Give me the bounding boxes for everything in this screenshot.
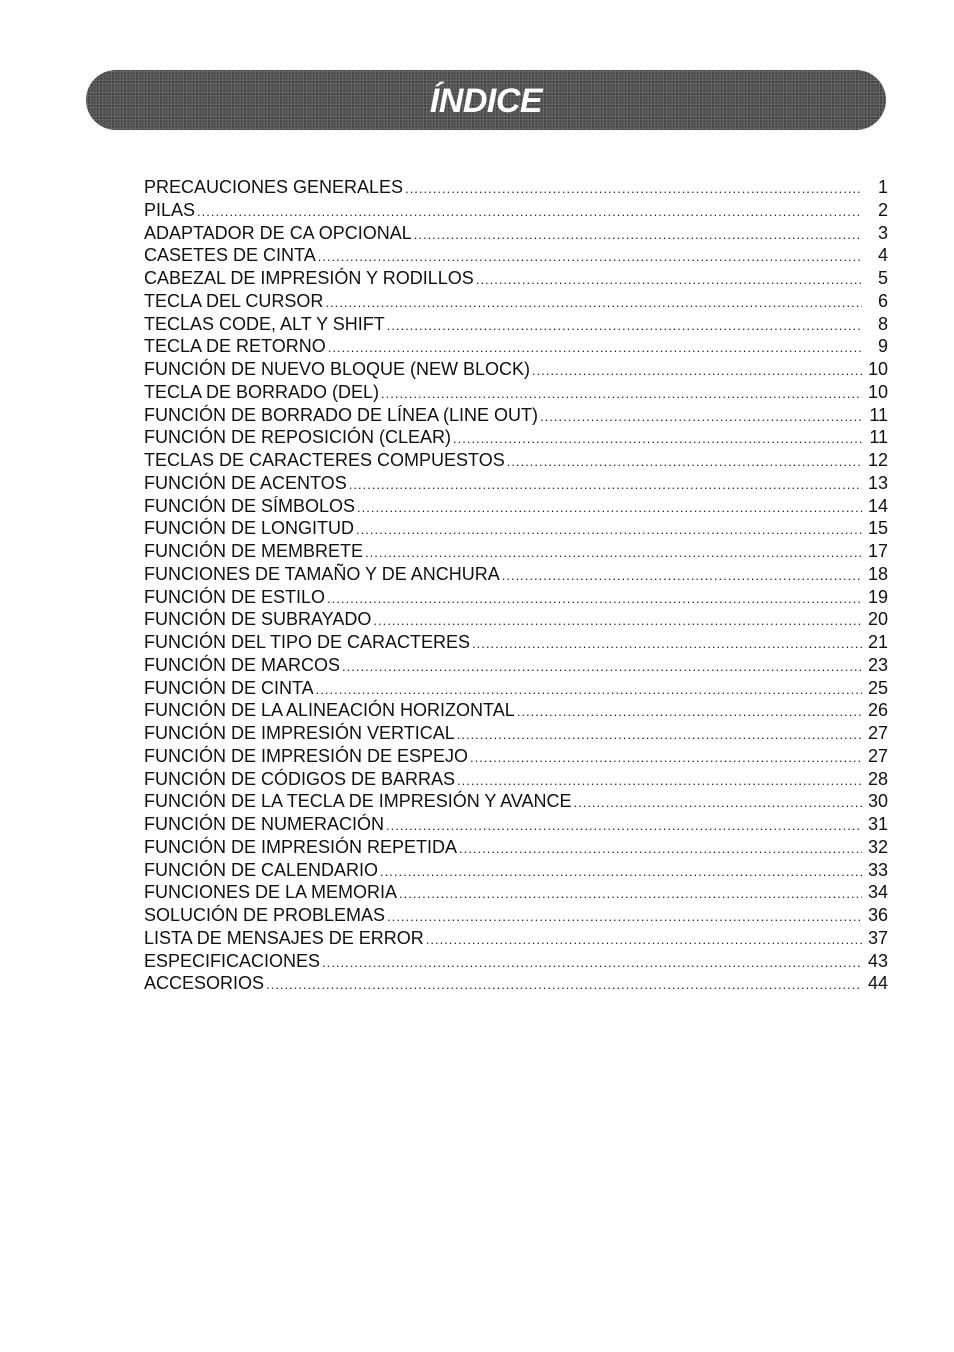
dot-leader bbox=[328, 337, 862, 360]
toc-entry-label: FUNCIÓN DE NUEVO BLOQUE (NEW BLOCK) bbox=[144, 359, 531, 379]
toc-entry-label: FUNCIÓN DE LONGITUD bbox=[144, 518, 355, 539]
table-of-contents bbox=[144, 176, 888, 995]
toc-entry bbox=[144, 426, 888, 449]
toc-entry bbox=[144, 881, 888, 904]
toc-entry-page-number: 1 bbox=[877, 177, 888, 197]
toc-entry-page-number: 30 bbox=[867, 791, 888, 812]
dot-leader bbox=[517, 701, 862, 724]
toc-entry-label: FUNCIÓN DEL TIPO DE CARACTERES bbox=[144, 632, 471, 652]
toc-entry-page-number: 28 bbox=[867, 768, 888, 789]
toc-entry-page-number: 43 bbox=[867, 950, 888, 971]
toc-entry-page-number: 6 bbox=[877, 290, 888, 311]
dot-leader bbox=[197, 201, 862, 224]
toc-entry-page-number: 27 bbox=[867, 723, 888, 743]
toc-entry-page-number: 13 bbox=[867, 472, 888, 493]
toc-entry bbox=[144, 836, 888, 859]
toc-entry-page-number: 11 bbox=[869, 427, 888, 448]
dot-leader bbox=[470, 747, 862, 770]
toc-entry-page-number: 37 bbox=[867, 927, 888, 948]
dot-leader bbox=[365, 542, 862, 565]
dot-leader bbox=[399, 883, 862, 906]
toc-entry bbox=[144, 790, 888, 813]
toc-entry bbox=[144, 244, 888, 267]
toc-entry bbox=[144, 472, 888, 495]
toc-entry bbox=[144, 222, 888, 245]
toc-entry-page-number: 27 bbox=[867, 745, 888, 766]
toc-entry-page-number: 31 bbox=[867, 814, 888, 834]
toc-entry-page-number: 3 bbox=[877, 222, 888, 243]
toc-entry-page-number: 19 bbox=[867, 586, 888, 607]
toc-entry-label: FUNCIÓN DE IMPRESIÓN VERTICAL bbox=[144, 723, 455, 743]
toc-entry-label: FUNCIÓN DE LA TECLA DE IMPRESIÓN Y AVANCE bbox=[144, 791, 572, 812]
dot-leader bbox=[380, 861, 862, 884]
toc-entry-label: FUNCIÓN DE ACENTOS bbox=[144, 472, 347, 493]
toc-entry-page-number: 18 bbox=[867, 563, 888, 584]
dot-leader bbox=[316, 679, 862, 702]
toc-entry-page-number: 23 bbox=[867, 654, 888, 675]
toc-entry bbox=[144, 358, 888, 381]
dot-leader bbox=[426, 929, 862, 952]
toc-entry bbox=[144, 904, 888, 927]
toc-entry-page-number: 10 bbox=[867, 381, 888, 402]
toc-entry-label: ESPECIFICACIONES bbox=[144, 950, 321, 971]
toc-entry-label: TECLA DEL CURSOR bbox=[144, 290, 324, 311]
dot-leader bbox=[373, 610, 862, 633]
dot-leader bbox=[457, 770, 862, 793]
toc-entry bbox=[144, 722, 888, 745]
toc-entry-label: FUNCIÓN DE MARCOS bbox=[144, 654, 341, 675]
toc-entry-label: FUNCIONES DE TAMAÑO Y DE ANCHURA bbox=[144, 563, 500, 584]
toc-entry-page-number: 36 bbox=[867, 905, 888, 925]
toc-entry bbox=[144, 313, 888, 336]
toc-entry-label: TECLAS DE CARACTERES COMPUESTOS bbox=[144, 450, 505, 470]
toc-entry bbox=[144, 972, 888, 995]
toc-entry-label: PILAS bbox=[144, 199, 196, 220]
dot-leader bbox=[325, 292, 862, 315]
toc-entry bbox=[144, 927, 888, 950]
toc-entry-label: FUNCIÓN DE MEMBRETE bbox=[144, 541, 364, 561]
toc-entry-label: FUNCIONES DE LA MEMORIA bbox=[144, 882, 398, 903]
toc-entry-label: FUNCIÓN DE ESTILO bbox=[144, 586, 326, 607]
toc-entry-label: CASETES DE CINTA bbox=[144, 245, 316, 266]
toc-entry bbox=[144, 745, 888, 768]
toc-entry-label: FUNCIÓN DE CÓDIGOS DE BARRAS bbox=[144, 768, 456, 789]
toc-entry bbox=[144, 495, 888, 518]
toc-entry-page-number: 21 bbox=[867, 632, 888, 652]
toc-entry-page-number: 26 bbox=[867, 700, 888, 721]
toc-entry bbox=[144, 540, 888, 563]
toc-entry bbox=[144, 267, 888, 290]
dot-leader bbox=[502, 565, 862, 588]
dot-leader bbox=[540, 406, 862, 429]
toc-entry-label: SOLUCIÓN DE PROBLEMAS bbox=[144, 905, 386, 925]
toc-entry-page-number: 4 bbox=[877, 245, 888, 266]
toc-entry-label: FUNCIÓN DE IMPRESIÓN DE ESPEJO bbox=[144, 745, 469, 766]
dot-leader bbox=[387, 315, 862, 338]
toc-entry-label: ADAPTADOR DE CA OPCIONAL bbox=[144, 222, 412, 243]
dot-leader bbox=[459, 838, 862, 861]
toc-entry bbox=[144, 404, 888, 427]
dot-leader bbox=[476, 269, 862, 292]
toc-entry bbox=[144, 176, 888, 199]
toc-entry-page-number: 33 bbox=[867, 859, 888, 880]
dot-leader bbox=[573, 792, 862, 815]
toc-entry-label: FUNCIÓN DE CINTA bbox=[144, 677, 314, 698]
toc-entry bbox=[144, 335, 888, 358]
toc-entry bbox=[144, 654, 888, 677]
toc-entry bbox=[144, 381, 888, 404]
dot-leader bbox=[386, 815, 862, 838]
index-header-banner bbox=[86, 70, 886, 130]
toc-entry-page-number: 12 bbox=[867, 450, 888, 470]
toc-entry bbox=[144, 199, 888, 222]
dot-leader bbox=[318, 246, 862, 269]
toc-entry-page-number: 15 bbox=[867, 518, 888, 539]
dot-leader bbox=[349, 474, 862, 497]
dot-leader bbox=[387, 906, 862, 929]
toc-entry-label: FUNCIÓN DE REPOSICIÓN (CLEAR) bbox=[144, 427, 452, 448]
toc-entry-label: FUNCIÓN DE NUMERACIÓN bbox=[144, 814, 385, 834]
dot-leader bbox=[342, 656, 862, 679]
dot-leader bbox=[457, 724, 862, 747]
dot-leader bbox=[532, 360, 862, 383]
toc-entry-label: TECLA DE RETORNO bbox=[144, 336, 326, 357]
toc-entry bbox=[144, 950, 888, 973]
toc-entry-label: ACCESORIOS bbox=[144, 973, 265, 994]
dot-leader bbox=[381, 383, 862, 406]
toc-entry-page-number: 34 bbox=[867, 882, 888, 903]
toc-entry-label: PRECAUCIONES GENERALES bbox=[144, 177, 404, 197]
dot-leader bbox=[405, 178, 862, 201]
dot-leader bbox=[322, 952, 862, 975]
toc-entry-page-number: 2 bbox=[877, 199, 888, 220]
toc-entry-label: TECLAS CODE, ALT Y SHIFT bbox=[144, 313, 385, 334]
dot-leader bbox=[327, 588, 862, 611]
toc-entry-page-number: 20 bbox=[867, 609, 888, 630]
toc-entry bbox=[144, 517, 888, 540]
toc-entry-page-number: 32 bbox=[867, 836, 888, 857]
toc-entry-page-number: 9 bbox=[877, 336, 888, 357]
toc-entry bbox=[144, 290, 888, 313]
toc-entry-page-number: 8 bbox=[877, 313, 888, 334]
toc-entry bbox=[144, 859, 888, 882]
dot-leader bbox=[414, 224, 862, 247]
dot-leader bbox=[507, 451, 862, 474]
toc-entry-label: FUNCIÓN DE SUBRAYADO bbox=[144, 609, 372, 630]
toc-entry bbox=[144, 631, 888, 654]
dot-leader bbox=[453, 428, 862, 451]
toc-entry bbox=[144, 586, 888, 609]
toc-entry bbox=[144, 449, 888, 472]
toc-entry-label: TECLA DE BORRADO (DEL) bbox=[144, 381, 380, 402]
toc-entry-label: FUNCIÓN DE CALENDARIO bbox=[144, 859, 379, 880]
toc-entry-label: FUNCIÓN DE LA ALINEACIÓN HORIZONTAL bbox=[144, 700, 515, 721]
toc-entry-page-number: 5 bbox=[877, 268, 888, 288]
dot-leader bbox=[266, 974, 862, 997]
toc-entry-label: FUNCIÓN DE IMPRESIÓN REPETIDA bbox=[144, 836, 458, 857]
toc-entry bbox=[144, 608, 888, 631]
toc-entry-page-number: 10 bbox=[867, 359, 888, 379]
dot-leader bbox=[472, 633, 862, 656]
toc-entry-page-number: 14 bbox=[867, 495, 888, 516]
toc-entry-page-number: 11 bbox=[869, 404, 888, 425]
toc-entry bbox=[144, 699, 888, 722]
toc-entry-label: CABEZAL DE IMPRESIÓN Y RODILLOS bbox=[144, 268, 474, 288]
toc-entry bbox=[144, 563, 888, 586]
toc-entry-page-number: 17 bbox=[867, 541, 888, 561]
toc-entry-page-number: 44 bbox=[867, 973, 888, 994]
dot-leader bbox=[356, 519, 862, 542]
toc-entry bbox=[144, 768, 888, 791]
dot-leader bbox=[357, 497, 862, 520]
toc-entry-label: FUNCIÓN DE SÍMBOLOS bbox=[144, 495, 356, 516]
toc-entry-label: FUNCIÓN DE BORRADO DE LÍNEA (LINE OUT) bbox=[144, 404, 539, 425]
toc-entry-page-number: 25 bbox=[867, 677, 888, 698]
page-title: ÍNDICE bbox=[429, 81, 543, 120]
toc-entry bbox=[144, 677, 888, 700]
toc-entry-label: LISTA DE MENSAJES DE ERROR bbox=[144, 927, 424, 948]
toc-entry bbox=[144, 813, 888, 836]
